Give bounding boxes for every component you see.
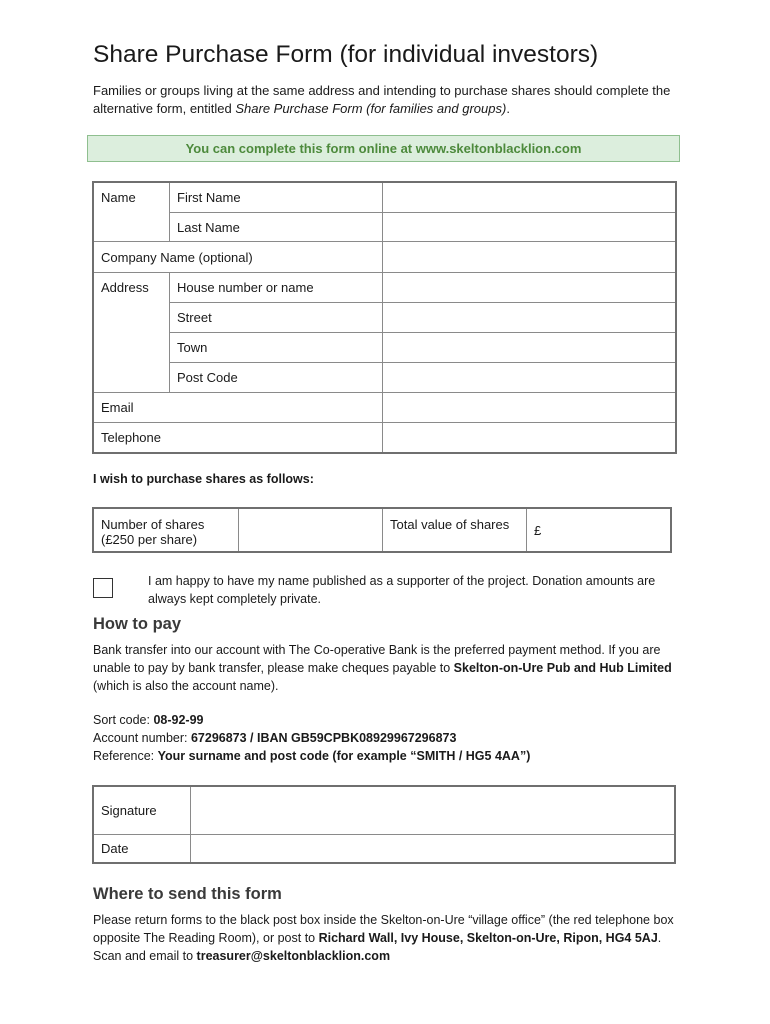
telephone-field[interactable] — [382, 422, 676, 453]
publish-name-checkbox[interactable] — [93, 578, 113, 598]
house-field[interactable] — [382, 272, 676, 303]
online-banner: You can complete this form online at www.skeltonblacklion.com — [87, 135, 680, 162]
sort-code-line — [93, 711, 693, 729]
where-text-1: Please return forms to the black post box inside the Skelton-on-Ure “village office” (the red telephone box opposite The Reading Room), or post to — [93, 913, 674, 945]
date-field[interactable] — [190, 834, 675, 863]
last-name-field[interactable] — [382, 212, 676, 242]
shares-heading: I wish to purchase shares as follows: — [93, 472, 314, 486]
first-name-label: First Name — [169, 182, 383, 213]
email-label: Email — [93, 392, 383, 423]
how-to-pay-text: Bank transfer into our account with The Co-operative Bank is the preferred payment method. If you are unable to pay by bank transfer, please make cheques payable to — [93, 643, 661, 675]
total-value-label: Total value of shares — [382, 508, 527, 552]
account-number-line — [93, 729, 693, 747]
signature-field[interactable] — [190, 786, 675, 835]
payee-name: Skelton-on-Ure Pub and Hub Limited — [453, 661, 672, 675]
number-of-shares-line: Number of shares — [101, 517, 205, 532]
bank-details — [93, 711, 693, 765]
price-per-share-line: (£250 per share) — [101, 532, 198, 547]
pound-sign: £ — [534, 523, 542, 538]
town-field[interactable] — [382, 332, 676, 363]
intro-alt-form-title: Share Purchase Form (for families and groups) — [235, 101, 507, 116]
reference-value: Your surname and post code (for example “SMITH / HG5 4AA”) — [157, 749, 531, 763]
total-value-field[interactable] — [526, 508, 671, 552]
account-number-value: 67296873 / IBAN GB59CPBK08929967296873 — [190, 731, 457, 745]
reference-line — [93, 747, 693, 765]
number-of-shares-label — [93, 508, 239, 552]
how-to-pay-paragraph — [93, 641, 693, 695]
address-label: Address — [93, 272, 170, 393]
company-name-field[interactable] — [382, 241, 676, 273]
name-label: Name — [93, 182, 170, 242]
house-label: House number or name — [169, 272, 383, 303]
company-name-label: Company Name (optional) — [93, 241, 383, 273]
where-to-send-heading: Where to send this form — [93, 885, 282, 903]
how-to-pay-heading: How to pay — [93, 615, 182, 633]
intro-paragraph — [93, 82, 693, 118]
first-name-field[interactable] — [382, 182, 676, 213]
account-number-label: Account number: — [93, 731, 191, 745]
date-label: Date — [93, 834, 191, 863]
sort-code-value: 08-92-99 — [153, 713, 204, 727]
street-label: Street — [169, 302, 383, 333]
intro-end: . — [506, 101, 510, 116]
last-name-label: Last Name — [169, 212, 383, 242]
publish-consent-text: I am happy to have my name published as a supporter of the project. Donation amounts are always kept completely private. — [148, 574, 656, 606]
telephone-label: Telephone — [93, 422, 383, 453]
where-to-send-paragraph — [93, 911, 693, 965]
where-text-2: . Scan and email to — [93, 931, 662, 963]
post-code-field[interactable] — [382, 362, 676, 393]
postal-address: Richard Wall, Ivy House, Skelton-on-Ure, Ripon, HG4 5AJ — [318, 931, 658, 945]
intro-text: Families or groups living at the same address and intending to purchase shares should complete the alternative form, entitled — [93, 83, 671, 116]
signature-label: Signature — [93, 786, 191, 835]
email-field[interactable] — [382, 392, 676, 423]
street-field[interactable] — [382, 302, 676, 333]
town-label: Town — [169, 332, 383, 363]
post-code-label: Post Code — [169, 362, 383, 393]
number-of-shares-field[interactable] — [238, 508, 383, 552]
page-title: Share Purchase Form (for individual investors) — [93, 41, 599, 68]
how-to-pay-text-end: (which is also the account name). — [93, 679, 279, 693]
sort-code-label: Sort code: — [93, 713, 154, 727]
reference-label: Reference: — [93, 749, 158, 763]
treasurer-email: treasurer@skeltonblacklion.com — [196, 949, 391, 963]
